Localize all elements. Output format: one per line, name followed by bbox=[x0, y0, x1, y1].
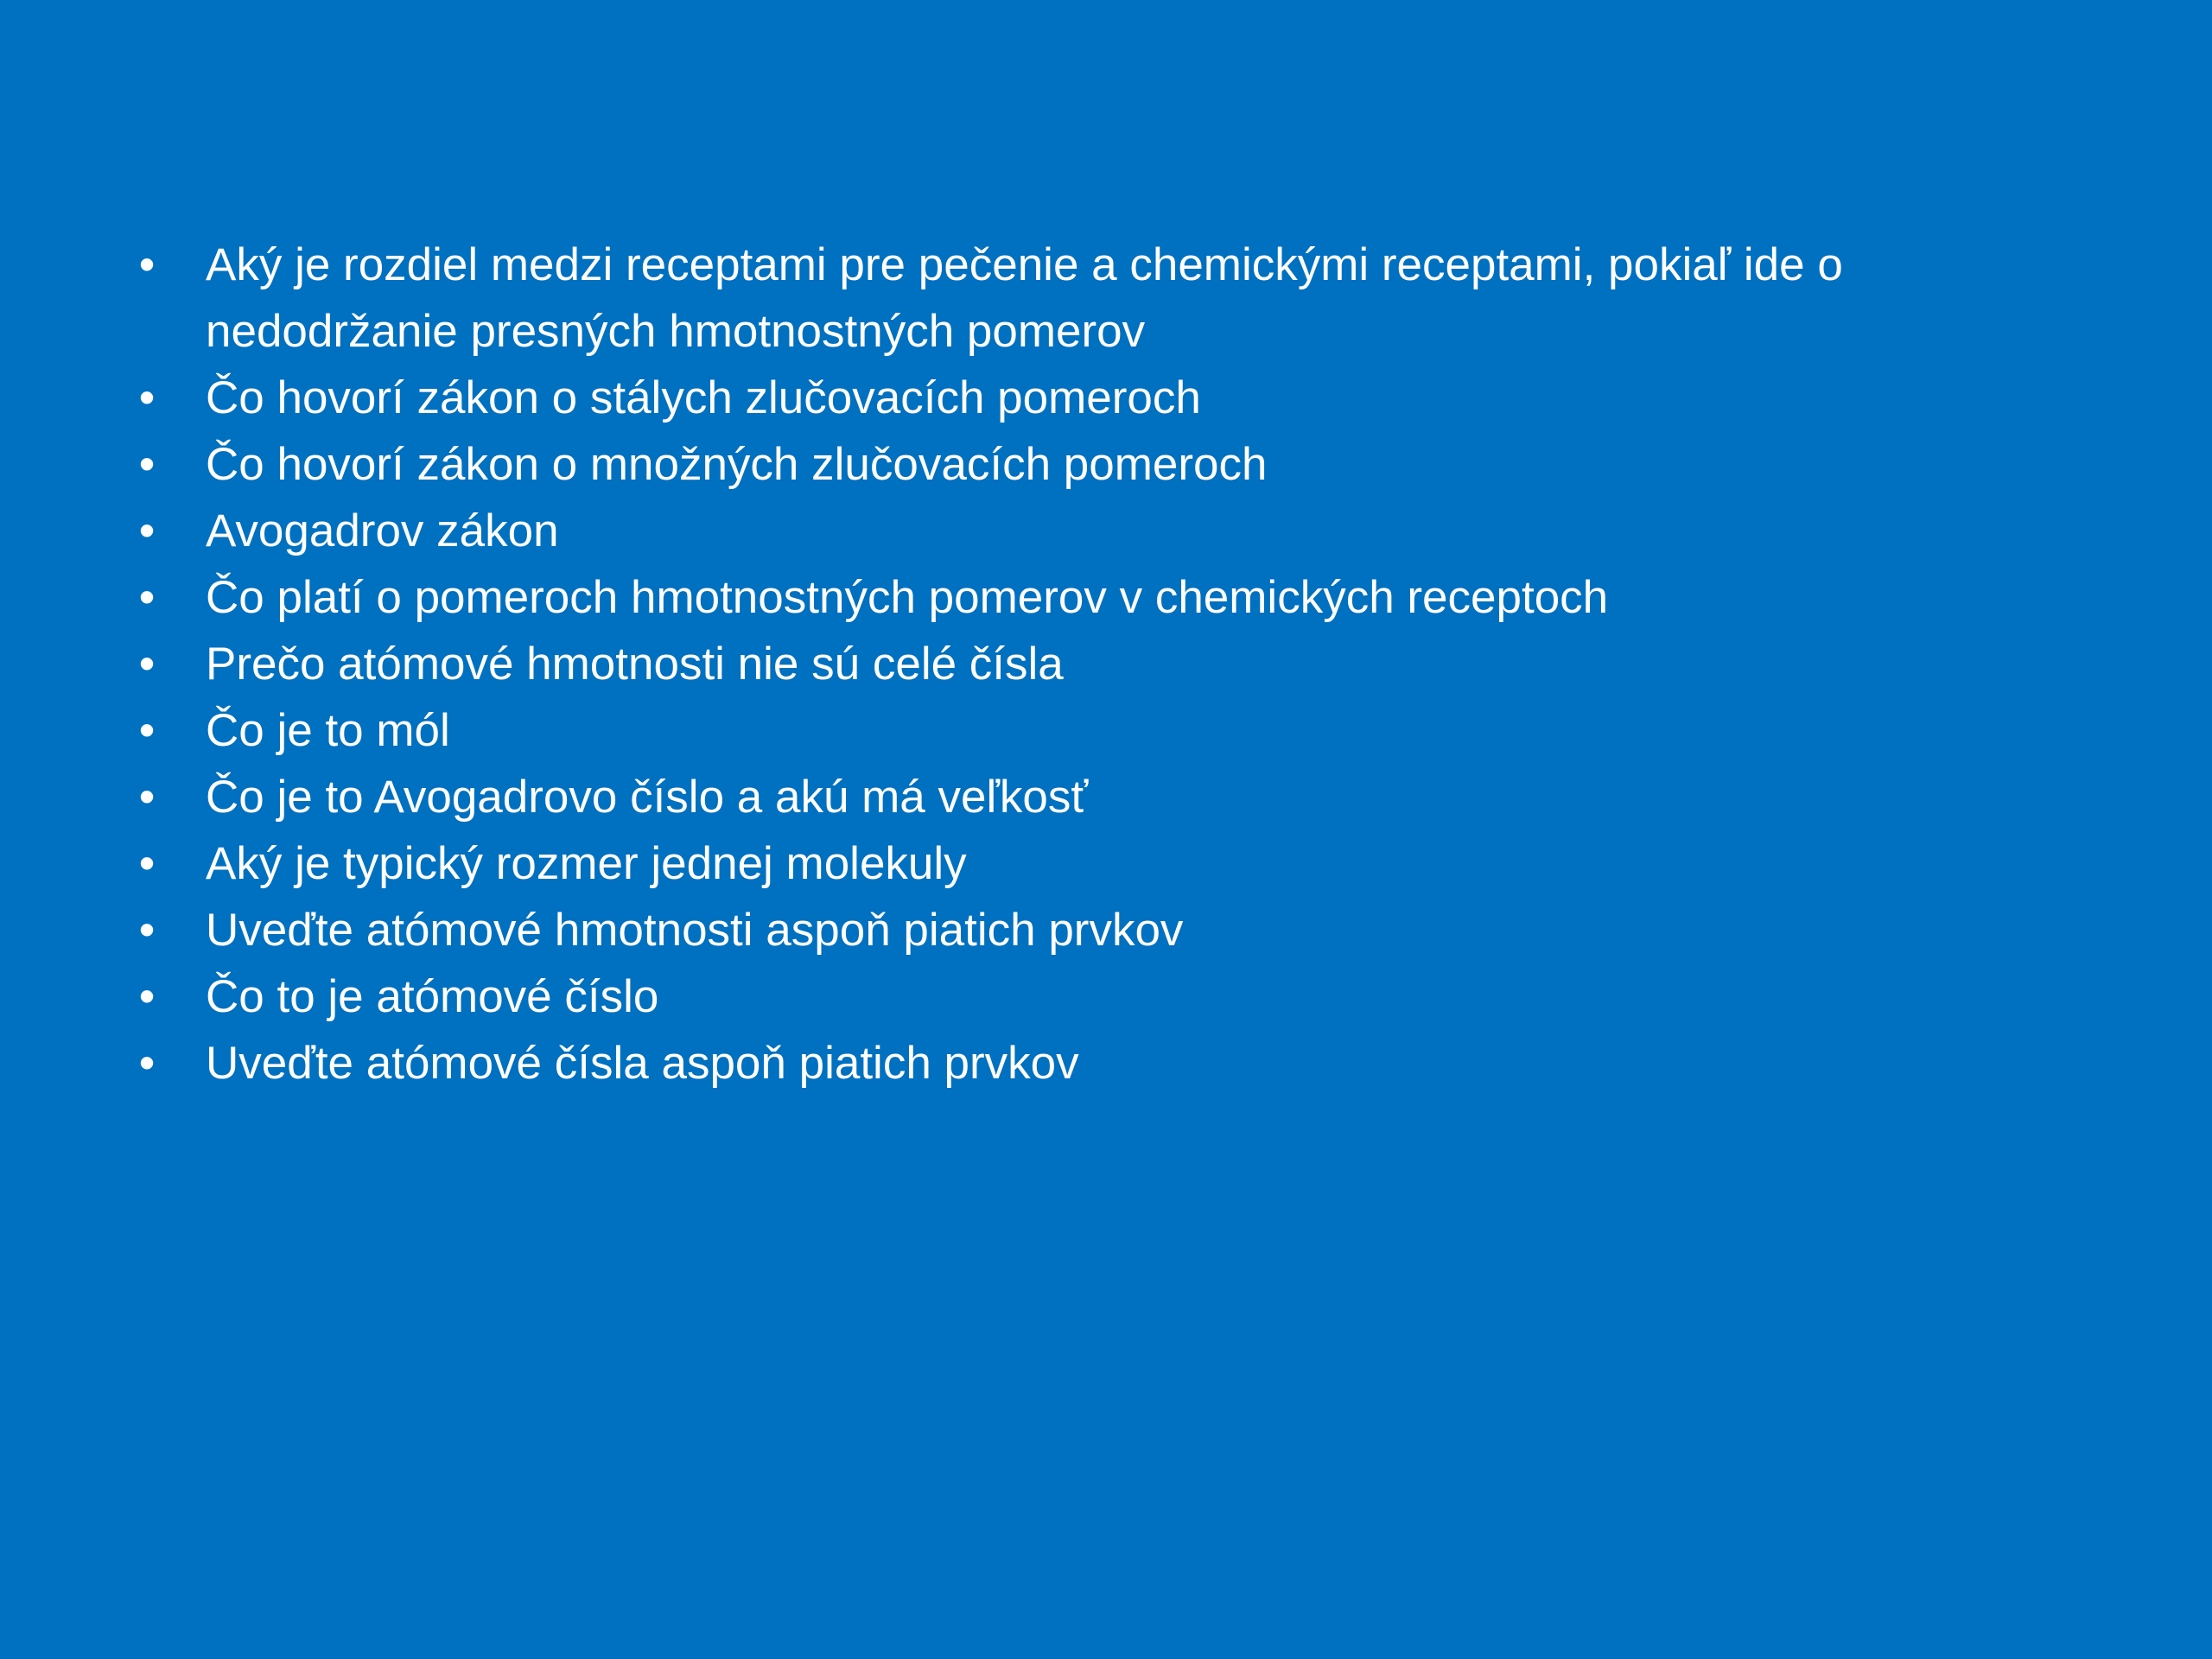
bullet-icon: • bbox=[138, 838, 156, 889]
list-item bbox=[130, 498, 2117, 564]
bullet-icon: • bbox=[138, 971, 156, 1022]
bullet-icon: • bbox=[138, 372, 156, 423]
list-item-text: Aký je typický rozmer jednej molekuly bbox=[206, 838, 967, 889]
list-item bbox=[130, 1030, 2117, 1096]
bullet-icon: • bbox=[138, 572, 156, 623]
list-item-text: Čo je to Avogadrovo číslo a akú má veľkosť bbox=[206, 772, 1089, 823]
list-item bbox=[130, 963, 2117, 1030]
list-item bbox=[130, 431, 2117, 498]
list-item bbox=[130, 564, 2117, 631]
bullet-icon: • bbox=[138, 505, 156, 556]
list-item bbox=[130, 764, 2117, 830]
list-item bbox=[130, 697, 2117, 764]
bullet-icon: • bbox=[138, 705, 156, 756]
bullet-icon: • bbox=[138, 639, 156, 690]
list-item-text: Čo platí o pomeroch hmotnostných pomerov v chemických receptoch bbox=[206, 572, 1609, 623]
list-item bbox=[130, 631, 2117, 697]
list-item-text: Čo hovorí zákon o množných zlučovacích pomeroch bbox=[206, 439, 1268, 490]
bullet-icon: • bbox=[138, 439, 156, 490]
list-item bbox=[130, 232, 2117, 365]
list-item bbox=[130, 830, 2117, 897]
bullet-icon: • bbox=[138, 1038, 156, 1089]
list-item-text: Čo hovorí zákon o stálych zlučovacích pomeroch bbox=[206, 372, 1201, 423]
list-item-text: Čo to je atómové číslo bbox=[206, 971, 659, 1022]
list-item-text: Uveďte atómové čísla aspoň piatich prvkov bbox=[206, 1038, 1079, 1089]
list-item-text: Čo je to mól bbox=[206, 705, 450, 756]
list-item-text: Uveďte atómové hmotnosti aspoň piatich prvkov bbox=[206, 905, 1184, 956]
bullet-icon: • bbox=[138, 772, 156, 823]
bullet-icon: • bbox=[138, 239, 156, 290]
list-item-text: Prečo atómové hmotnosti nie sú celé čísla bbox=[206, 639, 1064, 690]
list-item bbox=[130, 897, 2117, 963]
bullet-icon: • bbox=[138, 905, 156, 956]
list-item bbox=[130, 365, 2117, 431]
bullet-list bbox=[130, 232, 2117, 1096]
list-item-text: Aký je rozdiel medzi receptami pre pečenie a chemickými receptami, pokiaľ ide o nedodržanie presných hmotnostných pomerov bbox=[206, 239, 1843, 357]
list-item-text: Avogadrov zákon bbox=[206, 505, 559, 556]
